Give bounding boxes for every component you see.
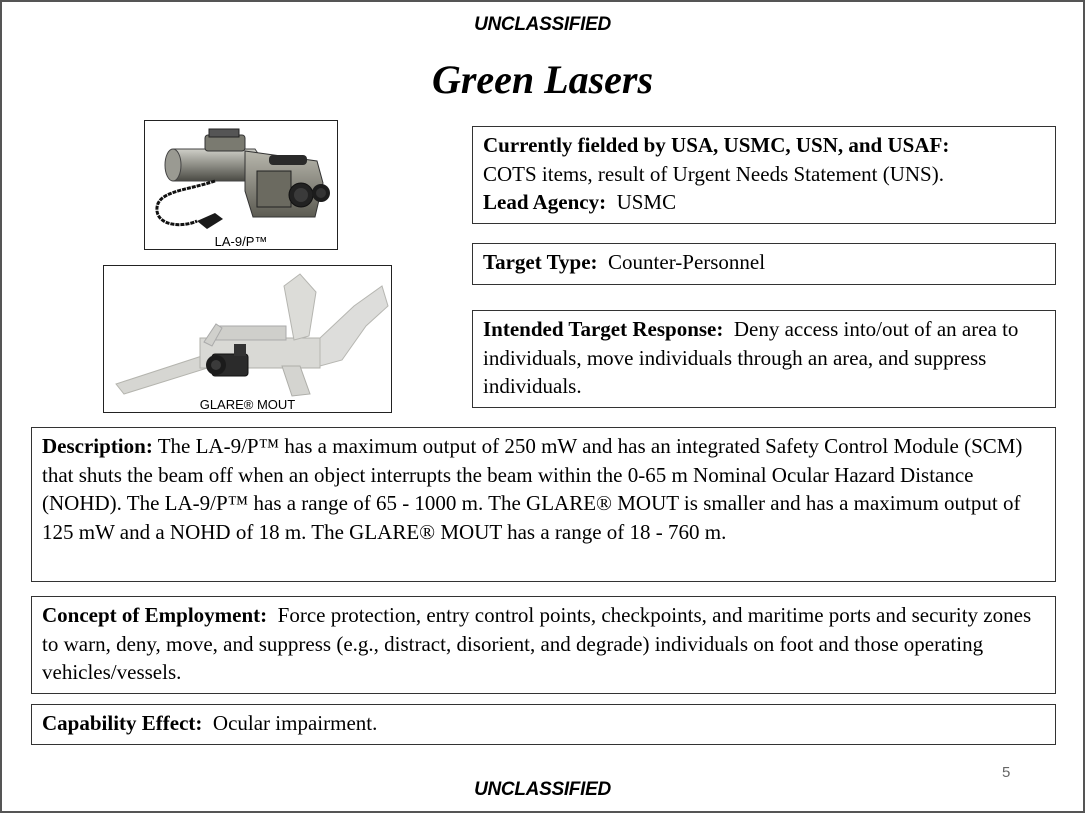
description-label: Description: — [42, 434, 153, 458]
description-value: The LA-9/P™ has a maximum output of 250 mW and has an integrated Safety Control Module (SCM) that shuts the beam off when an object interrupts the beam within the 0-65 m Nominal Ocular Hazard Distance (NOHD). The LA-9/P™ has a range of 65 - 1000 m. The GLARE® MOUT is smaller and has a maximum output of 125 mW and a NOHD of 18 m. The GLARE® MOUT has a range of 18 - 760 m. — [42, 434, 1023, 544]
laser-device-photo-icon — [145, 121, 338, 236]
glare-photo — [103, 265, 392, 413]
target-type-label: Target Type: — [483, 250, 598, 274]
page-number: 5 — [1002, 764, 1011, 781]
concept-value: Force protection, entry control points, checkpoints, and maritime ports and security zones to warn, deny, move, and suppress (e.g., distract, disorient, and degrade) individuals on foot and those operating vehicles/vessels. — [42, 603, 1032, 684]
glare-caption: GLARE® MOUT — [199, 397, 296, 412]
lead-agency-label: Lead Agency: — [483, 190, 607, 214]
classification-header: UNCLASSIFIED — [474, 14, 611, 35]
la9-caption: LA-9/P™ — [214, 234, 268, 249]
fielded-box — [472, 126, 1056, 224]
capability-box — [31, 704, 1056, 745]
capability-value: Ocular impairment. — [212, 711, 378, 735]
fielded-text: COTS items, result of Urgent Needs Statement (UNS). — [483, 161, 944, 186]
classification-footer: UNCLASSIFIED — [474, 779, 611, 800]
fielded-label: Currently fielded by USA, USMC, USN, and USAF: — [483, 133, 950, 157]
capability-label: Capability Effect: — [42, 711, 203, 735]
description-box — [31, 427, 1056, 582]
intended-response-label: Intended Target Response: — [483, 317, 724, 341]
target-type-box — [472, 243, 1056, 285]
intended-response-box — [472, 310, 1056, 408]
target-type-value: Counter-Personnel — [608, 250, 766, 274]
lead-agency-value: USMC — [616, 190, 677, 214]
la9-photo — [144, 120, 338, 250]
concept-label: Concept of Employment: — [42, 603, 268, 627]
intended-response-value: Deny access into/out of an area to individuals, move individuals through an area, and suppress individuals. — [483, 317, 1019, 398]
rifle-with-laser-photo-icon — [104, 266, 392, 398]
slide-title: Green Lasers — [431, 57, 654, 102]
concept-box — [31, 596, 1056, 694]
